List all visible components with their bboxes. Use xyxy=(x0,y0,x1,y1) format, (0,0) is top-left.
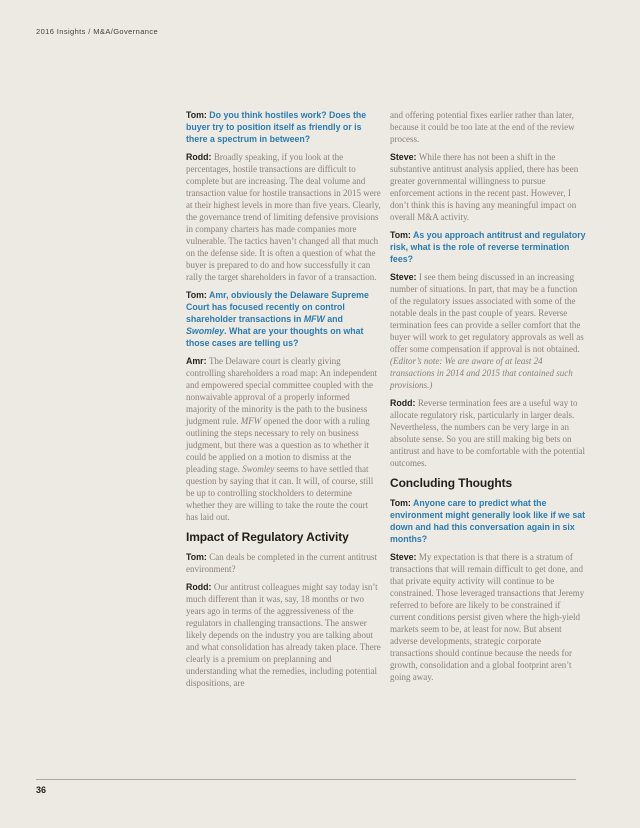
question-case-name: MFW xyxy=(303,314,325,324)
answer-text: I see them being discussed in an increasing number of situations. In part, that may be a function of the regulatory issues associated with some of the notable deals in the past couple of years. Reverse termination fees can provide a seller comfort that the buyer will work to get regulatory approvals as well as offer some compensation if approval is not obtained. xyxy=(390,272,584,354)
qa-paragraph xyxy=(390,397,586,469)
speaker-label: Steve: xyxy=(390,152,419,162)
speaker-label: Rodd: xyxy=(390,398,418,408)
qa-paragraph xyxy=(390,551,586,683)
qa-paragraph xyxy=(186,581,382,689)
qa-paragraph xyxy=(186,551,382,575)
qa-paragraph xyxy=(390,497,586,545)
answer-text: My expectation is that there is a stratum of transactions that will remain difficult to get done, and that private equity activity will continue to be constrained. Those leveraged transactions that Jeremy referred to before are likely to be constrained if current conditions persist given where the high-yield markets seem to be, at least for now. But absent adverse developments, strategic corporate transactions should continue because the needs for growth, consolidation and a global footprint aren’t going away. xyxy=(390,552,585,682)
footer-divider xyxy=(36,779,576,780)
answer-italic-text: MFW xyxy=(240,416,262,426)
speaker-label: Steve: xyxy=(390,552,419,562)
question-text: . What are your thoughts on what those cases are telling us? xyxy=(186,326,364,348)
left-column xyxy=(186,109,382,695)
answer-italic-text: (Editor’s note: We are aware of at least 24 transactions in 2014 and 2015 that contained such provisions.) xyxy=(390,356,573,390)
question-text: Amr, obviously the Delaware Supreme Court has focused recently on control shareholder transactions in xyxy=(186,290,369,324)
qa-paragraph xyxy=(186,151,382,283)
qa-paragraph xyxy=(186,355,382,523)
question-text: and xyxy=(324,314,343,324)
qa-paragraph xyxy=(390,151,586,223)
speaker-label: Tom: xyxy=(390,230,413,240)
speaker-label: Tom: xyxy=(186,110,210,120)
answer-text: Broadly speaking, if you look at the percentages, hostile transactions are difficult to complete but are increasing. The deal volume and transaction value for hostile transactions in 2015 were at their highest levels in more than five years. Clearly, the governance trend of limiting defensive provisions in company charters has made companies more vulnerable. The tactics haven’t changed all that much on the defense side. It is often a question of what the buyer is prepared to do and how successfully it can rally the target shareholders in favor of a transaction. xyxy=(186,152,381,282)
speaker-label: Rodd: xyxy=(186,582,214,592)
qa-paragraph xyxy=(390,229,586,265)
section-heading: Concluding Thoughts xyxy=(390,476,513,490)
speaker-label: Tom: xyxy=(186,290,209,300)
breadcrumb: 2016 Insights / M&A/Governance xyxy=(36,27,159,36)
answer-text: Reverse termination fees are a useful way to allocate regulatory risk, particularly in larger deals. Nevertheless, the numbers can be very large in an absolute sense. So you are still making big bets on antitrust and have to be comfortable with the potential outcomes. xyxy=(390,398,585,468)
answer-text: Our antitrust colleagues might say today isn’t much different than it was, say, 18 months or two years ago in terms of the aggressiveness of the regulators in challenging transactions. The answer likely depends on the industry you are talking about and what consolidation has already taken place. There clearly is a premium on preplanning and understanding what the remedies, including potential dispositions, are xyxy=(186,582,381,688)
question-text: As you approach antitrust and regulatory risk, what is the role of reverse termination fees? xyxy=(390,230,586,264)
qa-paragraph xyxy=(390,109,586,145)
answer-text: opened the door with a ruling outlining the steps necessary to rely on business judgment, but there was a question as to whether it could be applied on a motion to dismiss at the pleading stage. xyxy=(186,416,370,474)
page-number: 36 xyxy=(36,785,47,795)
right-column xyxy=(390,109,586,695)
article-body xyxy=(186,109,586,695)
speaker-label: Tom: xyxy=(186,552,210,562)
question-text: Do you think hostiles work? Does the buyer try to position itself as friendly or is there a spectrum in between? xyxy=(186,110,367,144)
section-heading: Impact of Regulatory Activity xyxy=(186,530,349,544)
speaker-label: Tom: xyxy=(390,498,413,508)
speaker-label: Steve: xyxy=(390,272,419,282)
answer-text: seems to have settled that question by saying that it can. It will, of course, still be up to controlling stockholders to determine whether they are willing to take the route the court has laid out. xyxy=(186,464,374,522)
question-text: Anyone care to predict what the environment might generally look like if we sat down and had this conversation again in six months? xyxy=(390,498,586,544)
qa-paragraph xyxy=(390,271,586,391)
answer-text: The Delaware court is clearly giving controlling shareholders a road map: An independent and empowered special committee coupled with the nonwaivable approval of a properly informed majority of the minority is the path to the business judgment rule. xyxy=(186,356,377,426)
qa-paragraph xyxy=(186,289,382,349)
speaker-label: Rodd: xyxy=(186,152,214,162)
speaker-label: Amr: xyxy=(186,356,209,366)
qa-paragraph xyxy=(186,109,382,145)
question-case-name: Swomley xyxy=(186,326,225,336)
answer-text: While there has not been a shift in the substantive antitrust analysis applied, there has been greater governmental willingness to pursue enforcement actions in the recent past. However, I don’t think this is having any meaningful impact on overall M&A activity. xyxy=(390,152,579,222)
answer-text: Can deals be completed in the current antitrust environment? xyxy=(186,552,377,574)
answer-italic-text: Swomley xyxy=(242,464,275,474)
answer-text: and offering potential fixes earlier rather than later, because it could be too late at the end of the review process. xyxy=(390,110,575,144)
